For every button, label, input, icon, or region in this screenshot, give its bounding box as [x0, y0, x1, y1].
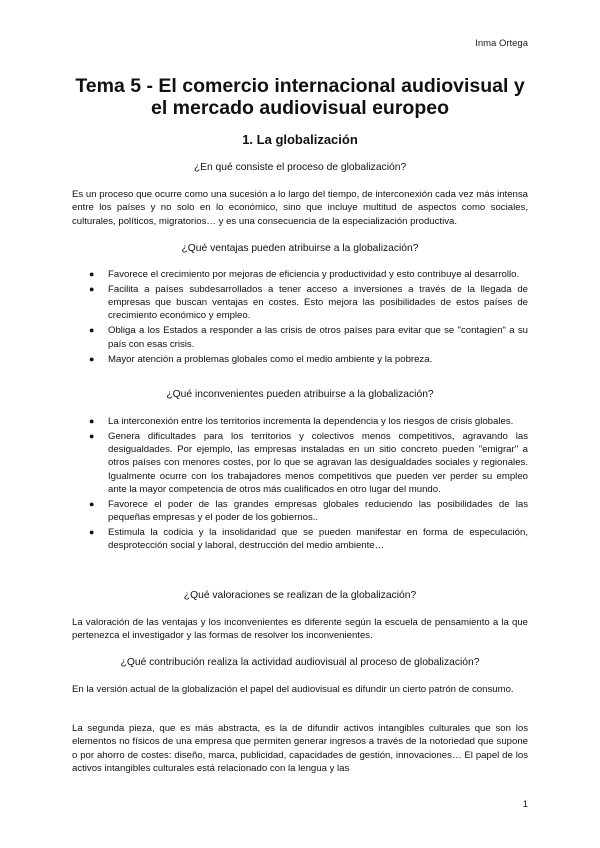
- bullet-icon: ●: [89, 498, 95, 509]
- bullet-icon: ●: [89, 269, 95, 279]
- list-item: ● Genera dificultades para los territorios y colectivos menos competitivos, agravando las desigualdades. Por ejemplo, las empresas instaladas en un sitio concreto pueden "emigrar" a otros países con menores costes, por lo que se agravan las desigualdades sociales y regionales. Igualmente ocurre con los trabajadores menos competitivos que pueden ver perder su empleo ante la mayor competencia de otros más cualificados en otro lugar del mundo.: [89, 430, 528, 496]
- bullet-icon: ●: [89, 353, 95, 364]
- bullet-icon: ●: [89, 430, 95, 441]
- list-item: ● Favorece el poder de las grandes empresas globales reduciendo las posibilidades de las pequeñas empresas y el poder de los gobiernos..: [89, 498, 528, 524]
- list-item: ● Facilita a países subdesarrollados a tener acceso a inversiones a través de la llegada de empresas que buscan ventajas en costes. Esto mejora las posibilidades de estos países de crecimiento económico y empleo.: [89, 283, 528, 322]
- question-3: ¿Qué inconvenientes pueden atribuirse a la globalización?: [166, 389, 434, 400]
- advantages-list: [72, 268, 528, 367]
- document-title: Tema 5 - El comercio internacional audiovisual y el mercado audiovisual europeo: [75, 75, 525, 119]
- page-number: 1: [522, 799, 528, 810]
- question-2: ¿Qué ventajas pueden atribuirse a la globalización?: [181, 243, 419, 254]
- paragraph-5a: En la versión actual de la globalización el papel del audiovisual es difundir un cierto patrón de consumo.: [72, 684, 514, 695]
- paragraph-1: Es un proceso que ocurre como una sucesión a lo largo del tiempo, de interconexión cada vez más intensa entre los países y no solo en lo económico, sino que incluye multitud de aspectos como sociales, culturales, políticos, migratorios… y es una consecuencia de la especialización productiva.: [72, 189, 528, 227]
- paragraph-5b: La segunda pieza, que es más abstracta, es la de difundir activos intangibles culturales que son los elementos no físicos de una empresa que permiten generar ingresos a través de la notoriedad que supone o por ahorro de costes: diseño, marca, publicidad, capacidades de gestión, innovaciones… El papel de los activos intangibles culturales está relacionado con la lengua y las: [72, 723, 528, 774]
- section-heading: 1. La globalización: [242, 132, 358, 147]
- header-author: Inma Ortega: [475, 38, 528, 49]
- paragraph-4: La valoración de las ventajas y los inconvenientes es diferente según la escuela de pensamiento a la que pertenezca el investigador y las formas de resolver los inconvenientes.: [72, 617, 528, 642]
- question-5: ¿Qué contribución realiza la actividad audiovisual al proceso de globalización?: [120, 657, 480, 668]
- list-item: ● La interconexión entre los territorios incrementa la dependencia y los riesgos de crisis globales.: [89, 416, 514, 427]
- bullet-icon: ●: [89, 527, 95, 538]
- question-1: ¿En qué consiste el proceso de globalización?: [193, 162, 407, 173]
- disadvantages-list: [72, 415, 528, 554]
- list-item: ● Obliga a los Estados a responder a las crisis de otros países para evitar que se "contagien" a su país con esas crisis.: [89, 325, 528, 350]
- list-item: ● Favorece el crecimiento por mejoras de eficiencia y productividad y esto contribuye al desarrollo.: [89, 269, 520, 280]
- question-4: ¿Qué valoraciones se realizan de la globalización?: [183, 590, 417, 601]
- list-item: ● Estimula la codicia y la insolidaridad que se pueden manifestar en forma de especulación, desprotección social y laboral, destrucción del medio ambiente…: [89, 527, 528, 552]
- list-item: ● Mayor atención a problemas globales como el medio ambiente y la pobreza.: [89, 353, 433, 365]
- bullet-icon: ●: [89, 283, 95, 294]
- bullet-icon: ●: [89, 325, 95, 336]
- bullet-icon: ●: [89, 416, 95, 426]
